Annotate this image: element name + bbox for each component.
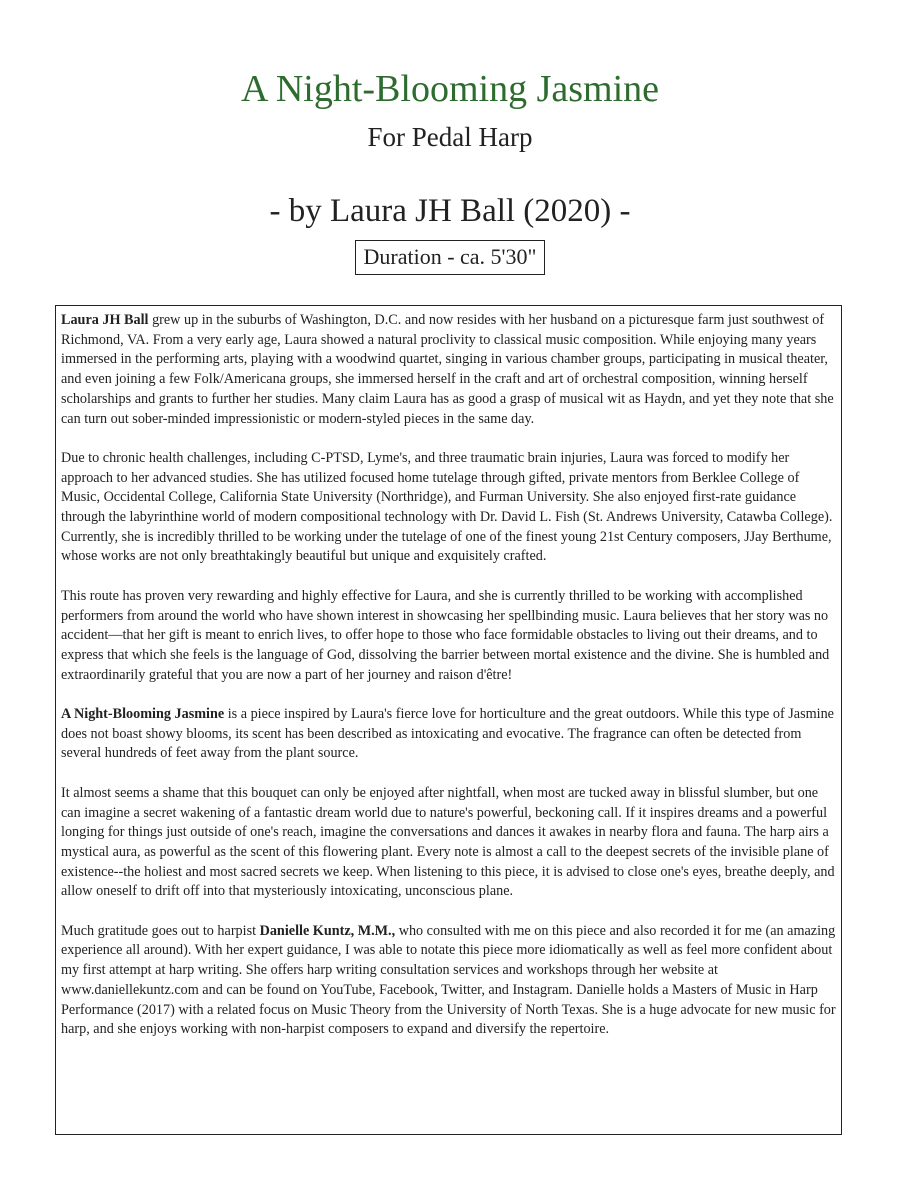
composer-byline: - by Laura JH Ball (2020) - <box>269 193 631 229</box>
bio-paragraph-1-text: grew up in the suburbs of Washington, D.C. and now resides with her husband on a picturesque farm just southwest of Richmond, VA. From a very early age, Laura showed a natural proclivity to classical music composition. While enjoying many years immersed in the performing arts, playing with a woodwind quartet, singing in various chamber groups, participating in musical theater, and even joining a few Folk/Americana groups, she immersed herself in the craft and art of orchestral composition, winning herself scholarships and grants to further her studies. Many claim Laura has as good a grasp of musical wit as Haydn, and yet they note that she can turn out sober-minded impressionistic or modern-styled pieces in the same day. <box>61 312 834 427</box>
piece-paragraph-1 <box>61 705 836 764</box>
harpist-name: Danielle Kuntz, M.M., <box>259 922 396 939</box>
instrumentation-subtitle: For Pedal Harp <box>367 122 533 152</box>
program-notes-box <box>55 305 842 1135</box>
piece-paragraph-2: It almost seems a shame that this bouquet can only be enjoyed after nightfall, when most are tucked away in blissful slumber, but one can imagine a secret wakening of a fantastic dream world due to nature's powerful, beckoning call. If it inspires dreams and a powerful longing for things just outside of one's reach, imagine the conversations and dances it awakes in nearby flora and fauna. The harp airs a mystical aura, as powerful as the scent of this flowering plant. Every note is almost a call to the deepest secrets of the invisible plane of existence--the holiest and most sacred secrets we keep. When listening to this piece, it is advised to close one's eyes, breathe deeply, and allow oneself to drift off into that mysteriously intoxicating, unconscious plane. <box>61 784 835 900</box>
piece-paragraph-1-text: is a piece inspired by Laura's fierce love for horticulture and the great outdoors. While this type of Jasmine does not boast showy blooms, its scent has been described as intoxicating and evocative. The fragrance can often be detected from several hundreds of feet away from the plant source. <box>61 706 834 762</box>
acknowledgement-paragraph <box>61 922 836 1040</box>
bio-paragraph-1 <box>61 311 836 429</box>
acknowledgement-text: who consulted with me on this piece and also recorded it for me (an amazing experience all around). With her expert guidance, I was able to notate this piece more idiomatically as well as feel more confident about my first attempt at harp writing. She offers harp writing consultation services and workshops through her website at www.daniellekuntz.com and can be found on YouTube, Facebook, Twitter, and Instagram. Danielle holds a Masters of Music in Harp Performance (2017) with a related focus on Music Theory from the University of North Texas. She is a huge advocate for new music for harp, and she enjoys working with non-harpist composers to expand and diversify the repertoire. <box>61 922 836 1038</box>
duration-box: Duration - ca. 5'30" <box>355 240 544 275</box>
bio-paragraph-3: This route has proven very rewarding and highly effective for Laura, and she is currently thrilled to be working with accomplished performers from around the world who have shown interest in showcasing her spellbinding music. Laura believes that her story was no accident—that her gift is meant to enrich lives, to offer hope to those who face formidable obstacles to living out their dreams, and to express that which she feels is the language of God, dissolving the barrier between mortal existence and the divine. She is humbled and extraordinarily grateful that you are now a part of her journey and raison d'être! <box>61 587 830 683</box>
bio-paragraph-2: Due to chronic health challenges, including C-PTSD, Lyme's, and three traumatic brain injuries, Laura was forced to modify her approach to her advanced studies. She has utilized focused home tutelage through gifted, private mentors from Berklee College of Music, Occidental College, California State University (Northridge), and Furman University. She also enjoyed first-rate guidance through the labyrinthine world of modern compositional technology with Dr. David L. Fish (St. Andrews University, Catawba College). Currently, she is incredibly thrilled to be working under the tutelage of one of the finest young 21st Century composers, JJay Berthume, whose works are not only breathtakingly beautiful but unique and exquisitely crafted. <box>61 449 833 565</box>
piece-title-lead: A Night-Blooming Jasmine <box>61 706 225 723</box>
composer-name-lead: Laura JH Ball <box>61 312 149 328</box>
duration-container <box>0 240 900 275</box>
piece-title: A Night-Blooming Jasmine <box>241 68 659 110</box>
acknowledgement-pre: Much gratitude goes out to harpist <box>61 922 260 939</box>
